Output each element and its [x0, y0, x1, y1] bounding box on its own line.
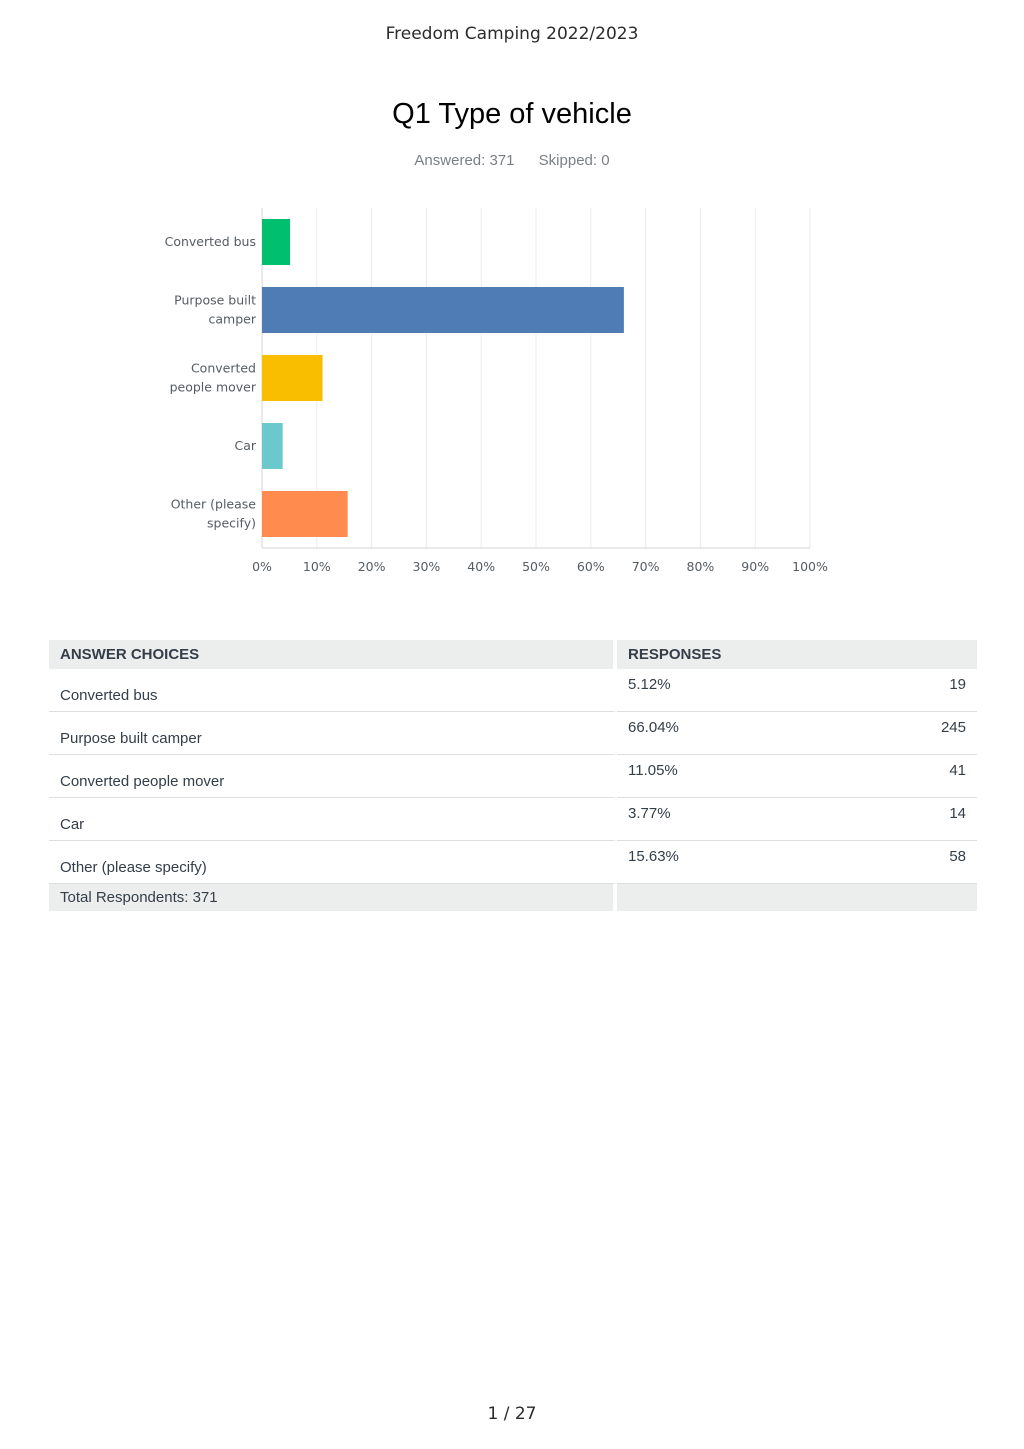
category-label: Purpose built	[174, 292, 256, 308]
chart-bars	[262, 219, 624, 537]
skipped-count: Skipped: 0	[538, 152, 610, 169]
x-tick-label: 70%	[631, 559, 660, 574]
answer-choice: Converted bus	[49, 669, 617, 712]
chart-category-labels	[165, 234, 257, 531]
bar	[262, 423, 283, 469]
table-row	[49, 712, 977, 755]
response-percent: 15.63%	[617, 841, 836, 884]
x-tick-label: 40%	[467, 559, 496, 574]
answer-choice: Purpose built camper	[49, 712, 617, 755]
x-tick-label: 0%	[252, 559, 272, 574]
total-empty-cell	[617, 884, 977, 911]
response-percent: 11.05%	[617, 755, 836, 798]
page-number: 1 / 27	[487, 1404, 537, 1424]
x-tick-label: 20%	[357, 559, 386, 574]
category-label: camper	[208, 311, 256, 327]
bar-chart	[0, 190, 1024, 590]
response-count: 58	[836, 841, 977, 884]
category-label: Other (please	[170, 496, 256, 512]
document-header: Freedom Camping 2022/2023	[385, 24, 639, 44]
x-tick-label: 100%	[792, 559, 828, 574]
table-row	[49, 755, 977, 798]
response-count: 19	[836, 669, 977, 712]
response-percent: 66.04%	[617, 712, 836, 755]
header-responses: RESPONSES	[617, 640, 977, 669]
x-tick-label: 80%	[686, 559, 715, 574]
chart-x-ticks	[252, 559, 828, 574]
responses-table	[49, 640, 977, 911]
table-header-row	[49, 640, 977, 669]
table-row	[49, 669, 977, 712]
table-row	[49, 841, 977, 884]
category-label: specify)	[207, 515, 256, 531]
category-label: Car	[234, 438, 256, 453]
x-tick-label: 30%	[412, 559, 441, 574]
total-respondents: Total Respondents: 371	[49, 884, 617, 911]
question-title: Q1 Type of vehicle	[392, 98, 632, 130]
bar	[262, 355, 323, 401]
response-percent: 5.12%	[617, 669, 836, 712]
table-row	[49, 798, 977, 841]
bar	[262, 491, 348, 537]
header-answer-choices: ANSWER CHOICES	[49, 640, 617, 669]
response-count: 14	[836, 798, 977, 841]
total-row	[49, 884, 977, 911]
bar	[262, 219, 290, 265]
bar	[262, 287, 624, 333]
x-tick-label: 60%	[576, 559, 605, 574]
x-tick-label: 10%	[302, 559, 331, 574]
answered-count: Answered: 371	[414, 152, 515, 169]
category-label: Converted	[190, 360, 256, 376]
category-label: Converted bus	[164, 234, 256, 249]
response-count: 41	[836, 755, 977, 798]
question-stats	[0, 152, 1024, 169]
x-tick-label: 90%	[741, 559, 770, 574]
category-label: people mover	[169, 379, 256, 395]
answer-choice: Car	[49, 798, 617, 841]
answer-choice: Converted people mover	[49, 755, 617, 798]
response-count: 245	[836, 712, 977, 755]
x-tick-label: 50%	[522, 559, 550, 574]
response-percent: 3.77%	[617, 798, 836, 841]
answer-choice: Other (please specify)	[49, 841, 617, 884]
